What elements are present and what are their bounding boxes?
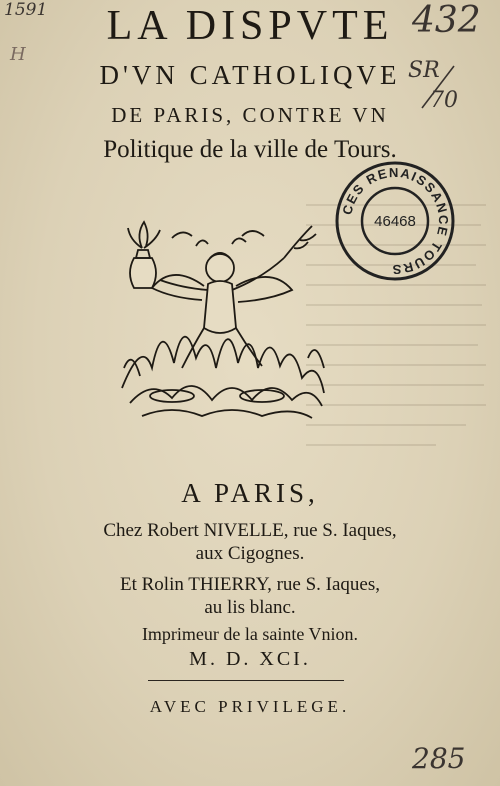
manuscript-number: 432: [412, 0, 481, 41]
shelfmark-bottom: 70: [430, 88, 458, 113]
imprint-place: A PARIS,: [181, 478, 319, 508]
divider-rule: [148, 680, 344, 681]
title-line-3: DE PARIS, CONTRE VN: [111, 103, 389, 127]
manuscript-mark: H: [10, 44, 26, 65]
title-line-4: Politique de la ville de Tours.: [103, 136, 397, 163]
stamp-number: 46468: [374, 213, 416, 230]
manuscript-year: 1591: [4, 0, 48, 20]
imprint-printer1-line2: aux Cigognes.: [195, 543, 305, 564]
imprint-printer1-line1: Chez Robert NIVELLE, rue S. Iaques,: [103, 520, 397, 541]
phoenix-putto-flames-woodcut-icon: [112, 218, 334, 428]
folio-number: 285: [412, 742, 466, 775]
imprint-printer2-line2: au lis blanc.: [204, 597, 296, 618]
privilege-line: AVEC PRIVILEGE.: [149, 697, 351, 716]
imprint-printer-title: Imprimeur de la sainte Vnion.: [141, 624, 359, 644]
imprint-printer2-line1: Et Rolin THIERRY, rue S. Iaques,: [119, 574, 381, 595]
title-line-1: LA DISPVTE: [106, 3, 394, 49]
imprint-date: M. D. XCI.: [189, 648, 311, 670]
library-stamp-icon: [334, 160, 456, 282]
stamp-ring-text: CES RENAISSANCE TOURS: [339, 164, 452, 278]
title-line-2: D'VN CATHOLIQVE: [99, 60, 401, 90]
shelfmark-top: SR: [408, 58, 440, 83]
